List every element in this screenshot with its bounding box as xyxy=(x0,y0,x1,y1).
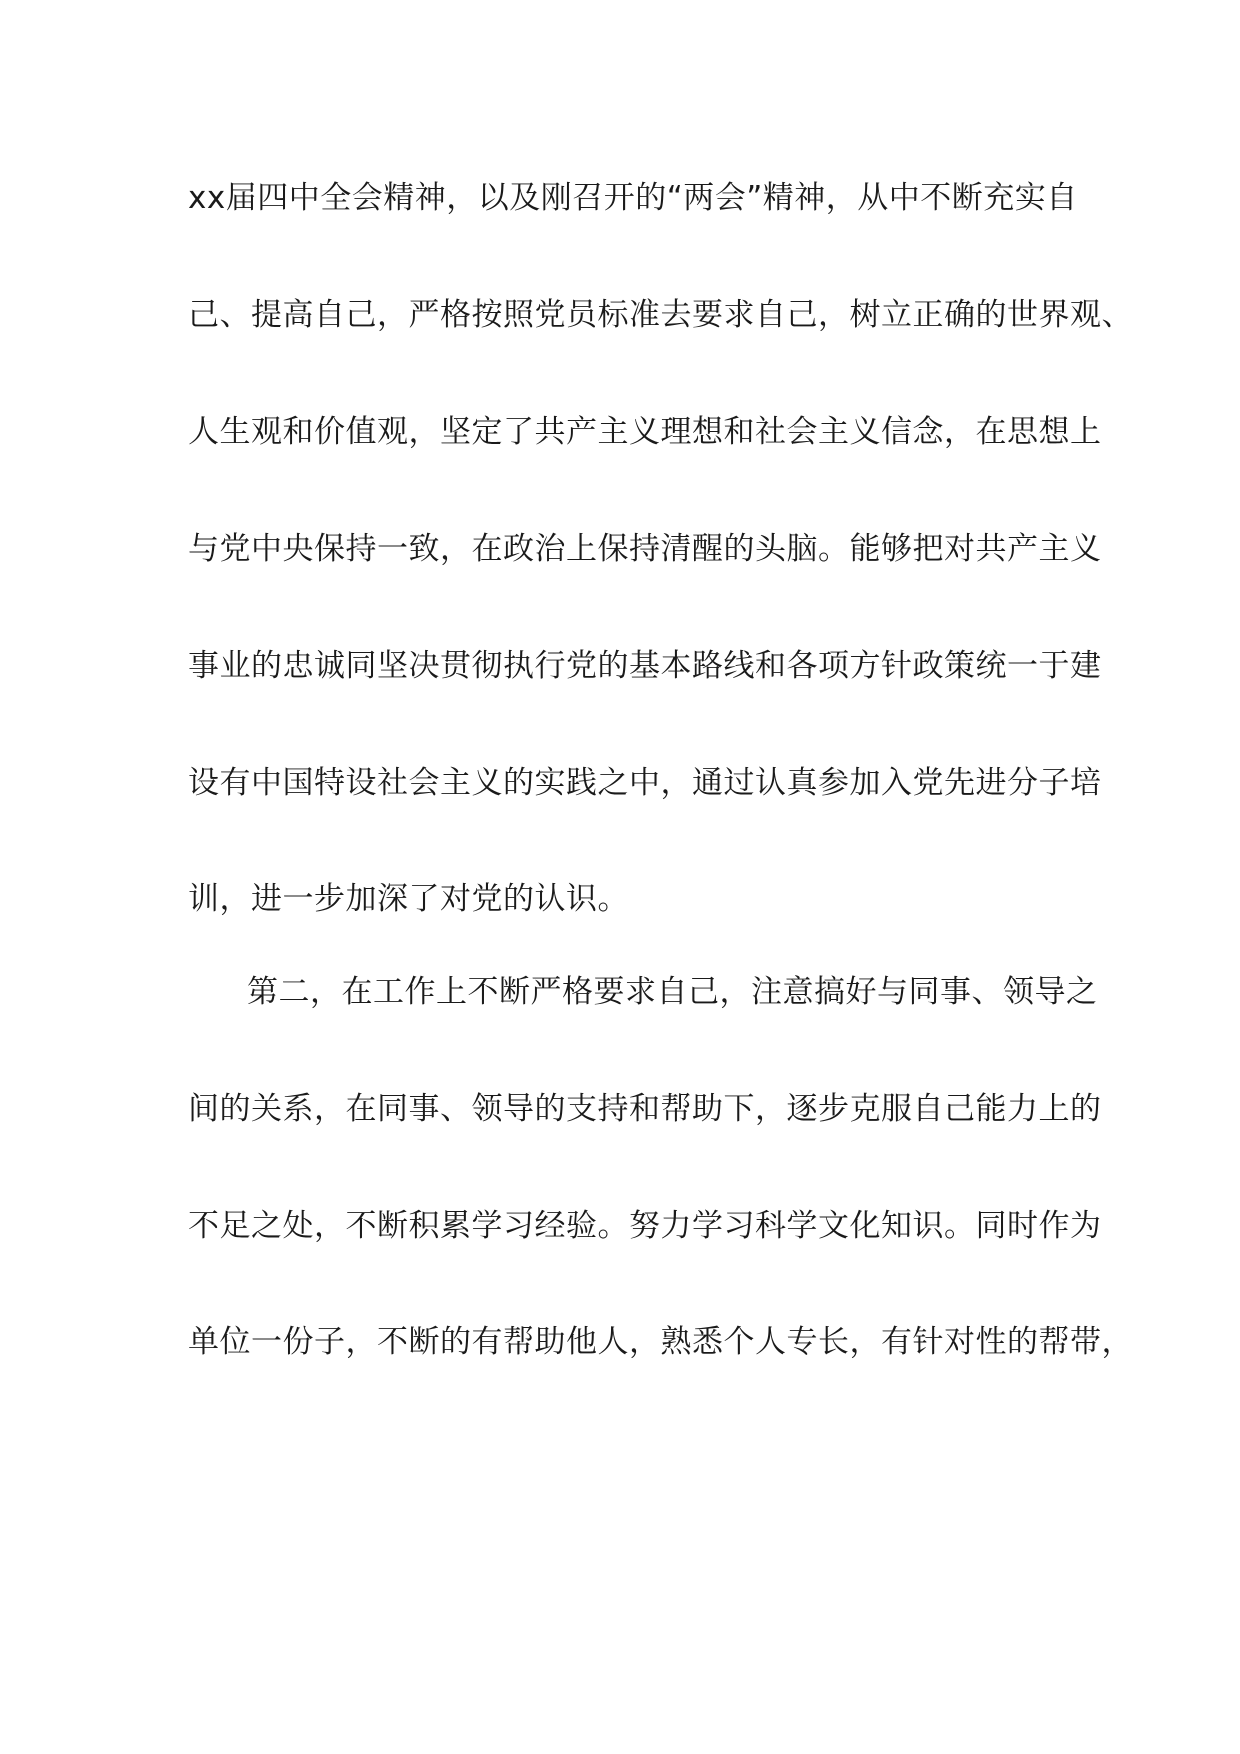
paragraph-start-line: 第二，在工作上不断严格要求自己，注意搞好与同事、领导之 xyxy=(247,974,1098,1010)
text-line: 训，进一步加深了对党的认识。 xyxy=(188,881,629,917)
text-line: xx届四中全会精神，以及刚召开的“两会”精神，从中不断充实自 xyxy=(188,180,1078,216)
text-line: 不足之处，不断积累学习经验。努力学习科学文化知识。同时作为 xyxy=(188,1208,1102,1244)
text-line: 人生观和价值观，坚定了共产主义理想和社会主义信念，在思想上 xyxy=(188,414,1102,450)
text-line: 间的关系，在同事、领导的支持和帮助下，逐步克服自己能力上的 xyxy=(188,1091,1102,1127)
text-line: 己、提高自己，严格按照党员标准去要求自己，树立正确的世界观、 xyxy=(188,297,1133,333)
text-line: 事业的忠诚同坚决贯彻执行党的基本路线和各项方针政策统一于建 xyxy=(188,648,1102,684)
text-line: 与党中央保持一致，在政治上保持清醒的头脑。能够把对共产主义 xyxy=(188,531,1102,567)
text-line: 设有中国特设社会主义的实践之中，通过认真参加入党先进分子培 xyxy=(188,765,1102,801)
text-line: 单位一份子，不断的有帮助他人，熟悉个人专长，有针对性的帮带， xyxy=(188,1324,1133,1360)
